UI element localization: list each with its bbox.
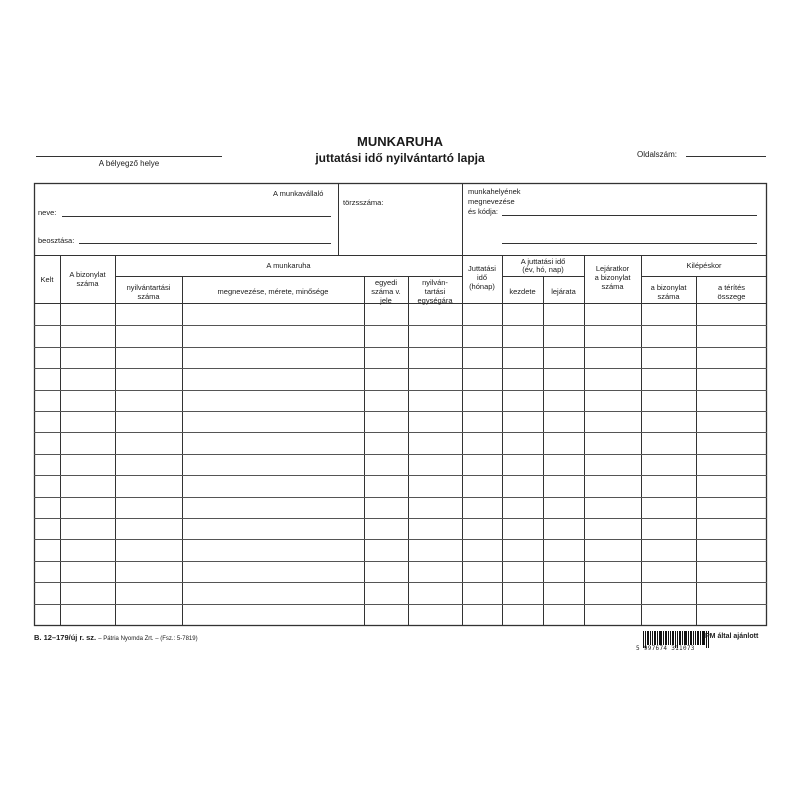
form-title: MUNKARUHA <box>357 134 443 149</box>
workplace-field[interactable] <box>502 203 757 243</box>
col-unitprice-3: egységára <box>417 296 453 305</box>
stamp-label: A bélyegző helye <box>98 159 160 168</box>
workplace-label-2: megnevezése <box>468 197 515 206</box>
col-unique-3: jele <box>380 296 392 305</box>
col-unique-1: egyedi <box>374 278 398 287</box>
name-field[interactable] <box>62 204 331 216</box>
col-description: megnevezése, mérete, minősége <box>217 287 329 296</box>
col-doc-number-2: száma <box>76 279 99 288</box>
col-leaving-doc-2: száma <box>657 292 680 301</box>
form-code: B. 12–179/új r. sz. <box>34 633 97 642</box>
col-workwear-group: A munkaruha <box>266 261 311 270</box>
employee-section-label: A munkavállaló <box>273 189 324 198</box>
col-interval-group-1: A juttatási idő <box>520 257 566 266</box>
barcode-number: 5 997674 311073 <box>636 645 695 652</box>
col-start: kezdete <box>509 287 536 296</box>
position-field[interactable] <box>79 231 331 243</box>
col-refund-1: a térítés <box>717 283 746 292</box>
form-code-line <box>34 633 198 642</box>
col-expiry: lejárata <box>551 287 576 296</box>
col-doc-number-1: A bizonylat <box>69 270 106 279</box>
printer-info: – Pátria Nyomda Zrt. – (Fsz.: 5-7819) <box>98 636 198 642</box>
col-registry-1: nyilvántartási <box>126 283 171 292</box>
recommendation-text: PM által ajánlott <box>705 633 759 640</box>
col-kelt: Kelt <box>40 275 54 284</box>
col-registry-2: száma <box>137 292 160 301</box>
form-subtitle: juttatási idő nyilvántartó lapja <box>315 151 485 165</box>
page-number-label: Oldalszám: <box>637 150 678 159</box>
name-label: neve: <box>38 208 57 217</box>
col-unique-2: száma v. <box>371 287 401 296</box>
col-period-2: idő <box>476 273 487 282</box>
col-expired-doc-3: száma <box>601 282 624 291</box>
workplace-label-1: munkahelyének <box>468 187 521 196</box>
col-unitprice-2: tartási <box>424 287 446 296</box>
position-label: beosztása: <box>38 236 75 245</box>
col-leaving-group: Kilépéskor <box>686 261 722 270</box>
col-period-1: Juttatási <box>468 264 496 273</box>
col-expired-doc-1: Lejáratkor <box>595 264 630 273</box>
col-leaving-doc-1: a bizonylat <box>650 283 687 292</box>
col-expired-doc-2: a bizonylat <box>594 273 631 282</box>
col-unitprice-1: nyilván- <box>422 278 448 287</box>
id-label: törzsszáma: <box>343 198 384 207</box>
col-refund-2: összege <box>717 292 746 301</box>
col-period-3: (hónap) <box>469 282 495 291</box>
col-interval-group-2: (év, hó, nap) <box>522 265 564 274</box>
workplace-label-3: és kódja: <box>468 207 499 216</box>
id-field[interactable] <box>343 208 458 248</box>
